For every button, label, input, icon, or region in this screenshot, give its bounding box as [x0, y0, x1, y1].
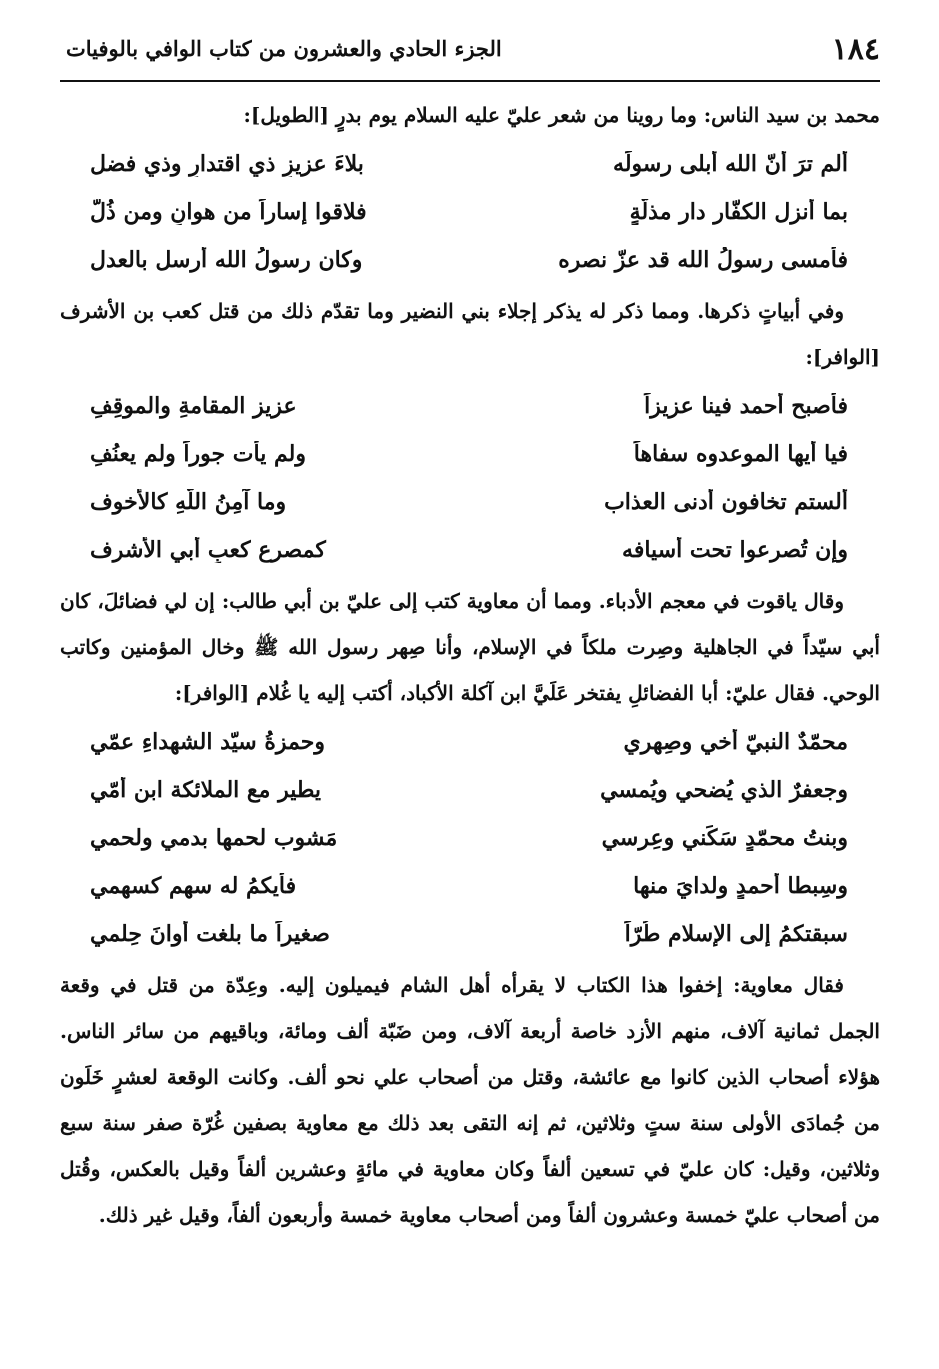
- verse-second-hemistich: وما آمِنُ اللّهِ كالأخوف: [90, 489, 287, 515]
- poem-verse: [60, 236, 880, 284]
- verse-second-hemistich: فلاقوا إساراً من هوانٍ ومن ذُلّ: [90, 199, 367, 225]
- poem-verse: [60, 382, 880, 430]
- verse-first-hemistich: فأصبح أحمد فينا عزيزاً: [644, 393, 848, 419]
- poem-verse: [60, 478, 880, 526]
- page-body: [60, 82, 880, 1238]
- poem: [60, 382, 880, 574]
- page-header: [60, 30, 880, 82]
- prose-paragraph: محمد بن سيد الناس: وما روينا من شعر عليّ عليه السلام يوم بدرٍ [الطويل]:: [243, 103, 880, 127]
- verse-second-hemistich: يطير مع الملائكة ابن أمّي: [90, 777, 322, 803]
- poem-verse: [60, 766, 880, 814]
- verse-first-hemistich: محمّدٌ النبيّ أخي وصِهري: [623, 729, 848, 755]
- poem: [60, 140, 880, 284]
- verse-second-hemistich: وكان رسولُ الله أرسل بالعدل: [90, 247, 363, 273]
- prose-paragraph: فقال معاوية: إخفوا هذا الكتاب لا يقرأه أهل الشام فيميلون إليه. وعِدّة من قتل في وقعة الجمل ثمانية آلاف، منهم الأزد خاصة أربعة آلاف، ومن ضَبّة ألف ومائة، وباقيهم من سائر الناس. هؤلاء أصحاب الذين كانوا مع عائشة، وقتل من أصحاب علي نحو ألف. وكانت الوقعة لعشرٍ خَلَون من جُمادَى الأولى سنة ستٍ وثلاثين، ثم إنه التقى بعد ذلك مع معاوية بصفين غُرّة صفر سنة سبع وثلاثين، وقيل: كان عليّ في تسعين ألفاً وكان معاوية في مائةٍ وعشرين ألفاً وقيل بالعكس، وقُتل من أصحاب عليّ خمسة وعشرون ألفاً ومن أصحاب معاوية خمسة وأربعون ألفاً، وقيل غير ذلك.: [60, 973, 880, 1227]
- verse-first-hemistich: وبنتُ محمّدٍ سَكَني وعِرسي: [601, 825, 848, 851]
- page-number: ١٨٤: [831, 32, 880, 67]
- verse-first-hemistich: وسِبطا أحمدٍ ولدايَ منها: [633, 873, 848, 899]
- verse-second-hemistich: فأيكمُ له سهم كسهمي: [90, 873, 297, 899]
- verse-second-hemistich: ولم يأت جوراً ولم يعنُفِ: [90, 441, 306, 467]
- running-title: الجزء الحادي والعشرون من كتاب الوافي بالوفيات: [66, 36, 502, 61]
- poem-verse: [60, 140, 880, 188]
- verse-first-hemistich: ألم ترَ أنّ الله أبلى رسولَه: [613, 151, 848, 177]
- verse-second-hemistich: وحمزةُ سيّد الشهداءِ عمّي: [90, 729, 325, 755]
- verse-first-hemistich: وإن تُصرعوا تحت أسيافه: [622, 537, 848, 563]
- verse-second-hemistich: عزيز المقامةِ والموقِفِ: [90, 393, 297, 419]
- prose-paragraph: وقال ياقوت في معجم الأدباء. ومما أن معاوية كتب إلى عليّ بن أبي طالب: إن لي فضائلَ، كان أبي سيّداً في الجاهلية وصِرت ملكاً في الإسلام، وأنا صِهر رسول الله ﷺ وخال المؤمنين وكاتب الوحي. فقال عليّ: أبا الفضائلِ يفتخر عَلَيَّ ابن آكلة الأكباد، أكتب إليه يا غُلام [الوافر]:: [60, 589, 880, 705]
- verse-first-hemistich: ألستم تخافون أدنى العذاب: [604, 489, 848, 515]
- poem-verse: [60, 862, 880, 910]
- poem-verse: [60, 188, 880, 236]
- poem-verse: [60, 814, 880, 862]
- verse-first-hemistich: فيا أيها الموعدوه سفاهاً: [633, 441, 848, 467]
- verse-second-hemistich: بلاءَ عزيزٍ ذي اقتدارٍ وذي فضل: [90, 151, 364, 177]
- poem: [60, 718, 880, 958]
- verse-second-hemistich: صغيراً ما بلغت أوانَ حِلمي: [90, 921, 330, 947]
- verse-second-hemistich: مَشوب لحمها بدمي ولحمي: [90, 825, 338, 851]
- prose-paragraph: وفي أبياتٍ ذكرها. ومما ذكر له يذكر إجلاء بني النضير وما تقدّم ذلك من قتل كعب بن الأشرف [الوافر]:: [60, 299, 880, 369]
- verse-first-hemistich: وجعفرٌ الذي يُضحي ويُمسي: [600, 777, 848, 803]
- poem-verse: [60, 430, 880, 478]
- verse-first-hemistich: بما أنزل الكفّار دار مذلّةٍ: [629, 199, 848, 225]
- poem-verse: [60, 718, 880, 766]
- book-page: [60, 30, 880, 1238]
- verse-first-hemistich: سبقتكمُ إلى الإسلام طُرّاً: [624, 921, 848, 947]
- poem-verse: [60, 910, 880, 958]
- poem-verse: [60, 526, 880, 574]
- verse-first-hemistich: فأمسى رسولُ الله قد عزّ نصره: [558, 247, 848, 273]
- verse-second-hemistich: كمصرعِ كعبِ أبي الأشرف: [90, 537, 326, 563]
